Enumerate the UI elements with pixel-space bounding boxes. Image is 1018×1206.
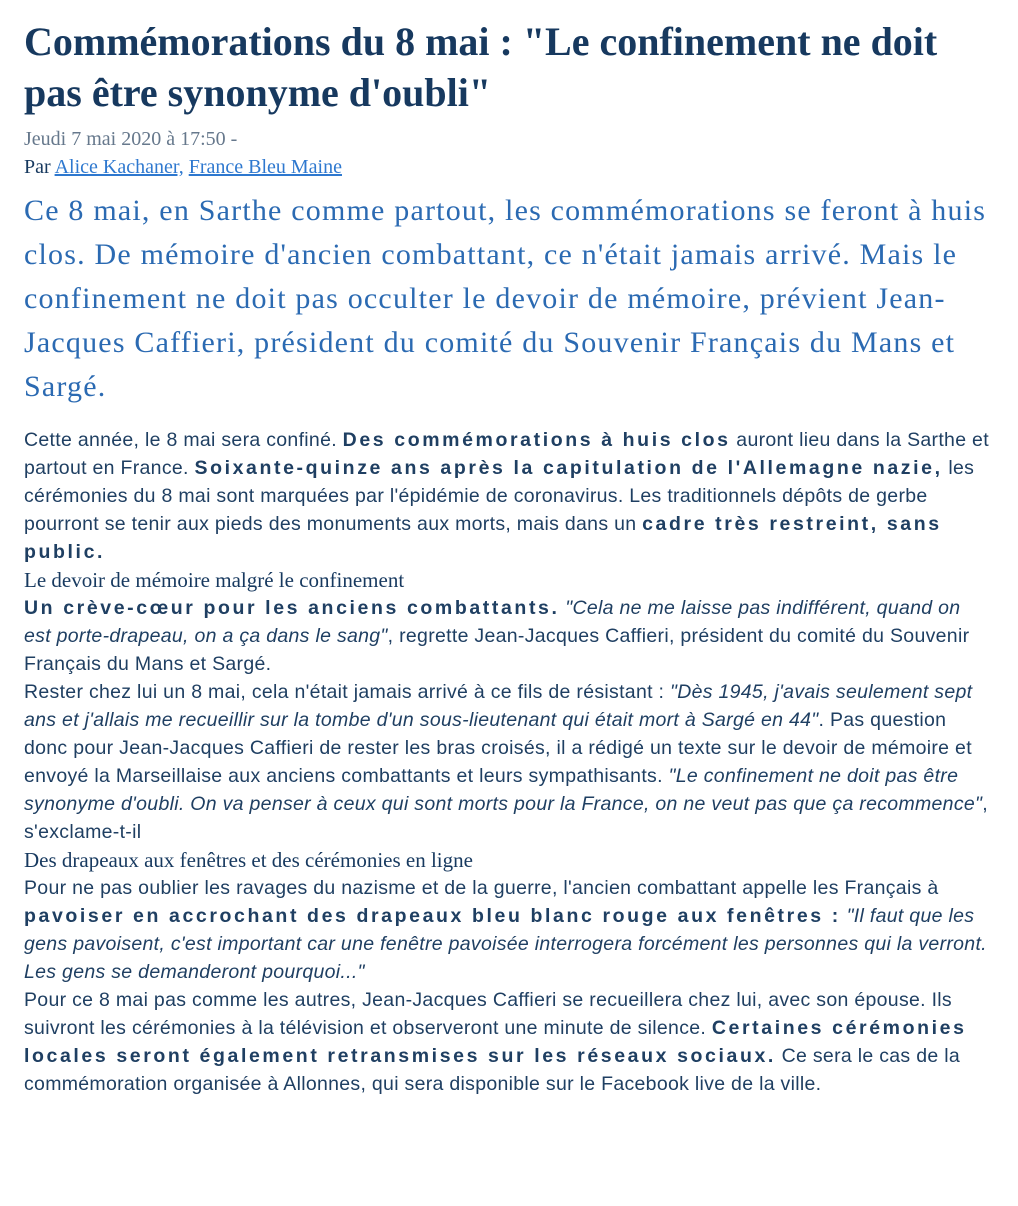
text-segment-bold: Soixante-quinze ans après la capitulation de l'Allemagne nazie, [194,457,943,479]
text-segment-normal: auront lieu dans la Sarthe et partout en France. [24,429,989,479]
text-segment-normal: Ce sera le cas de la commémoration organisée à Allonnes, qui sera disponible sur le Facebook live de la ville. [24,1045,960,1095]
paragraph [24,986,990,1098]
byline-prefix: Par [24,156,51,178]
paragraph [24,426,990,566]
byline [24,155,990,180]
article-lede: Ce 8 mai, en Sarthe comme partout, les commémorations se feront à huis clos. De mémoire d'ancien combattant, ce n'était jamais arrivé. Mais le confinement ne doit pas occulter le devoir de mémoire, prévient Jean-Jacques Caffieri, président du comité du Souvenir Français du Mans et Sargé. [24,194,987,403]
text-segment-bold: Un crève-cœur pour les anciens combattants. [24,597,560,619]
paragraph [24,678,990,846]
paragraph [24,874,990,986]
publish-date: Jeudi 7 mai 2020 à 17:50 - [24,128,238,150]
text-segment-normal: Cette année, le 8 mai sera confiné. [24,429,343,451]
text-segment-normal: , s'exclame-t-il [24,793,988,843]
text-segment-bold: Des commémorations à huis clos [342,429,731,451]
article-body [24,426,990,1098]
text-segment-italic: "Il faut que les gens pavoisent, c'est important car une fenêtre pavoisée interrogera forcément les personnes qui la verront. Les gens se demanderont pourquoi..." [24,905,987,983]
text-segment-italic: "Le confinement ne doit pas être synonyme d'oubli. On va penser à ceux qui sont morts pour la France, on ne veut pas que ça recommence" [24,765,983,815]
subheading: Des drapeaux aux fenêtres et des cérémonies en ligne [24,848,473,872]
text-segment-normal: les cérémonies du 8 mai sont marquées par l'épidémie de coronavirus. Les traditionnels dépôts de gerbe pourront se tenir aux pieds des monuments aux morts, mais dans un [24,457,975,535]
article-page [0,16,990,1118]
text-segment-normal: . Pas question donc pour Jean-Jacques Caffieri de rester les bras croisés, il a rédigé un texte sur le devoir de mémoire et envoyé la Marseillaise aux anciens combattants et leurs sympathisants. [24,709,972,787]
paragraph [24,594,990,678]
station-link[interactable]: France Bleu Maine [188,156,342,178]
text-segment-bold: cadre très restreint, sans public. [24,513,942,563]
text-segment-normal: Pour ne pas oublier les ravages du nazisme et de la guerre, l'ancien combattant appelle les Français à [24,877,939,899]
text-segment-bold: pavoiser en accrochant des drapeaux bleu blanc rouge aux fenêtres : [24,905,841,927]
text-segment-normal: , regrette Jean-Jacques Caffieri, président du comité du Souvenir Français du Mans et Sargé. [24,625,970,675]
text-segment-normal: Rester chez lui un 8 mai, cela n'était jamais arrivé à ce fils de résistant : [24,681,670,703]
text-segment-italic: "Dès 1945, j'avais seulement sept ans et j'allais me recueillir sur la tombe d'un sous-lieutenant qui était mort à Sargé en 44" [24,681,973,731]
subheading: Le devoir de mémoire malgré le confinement [24,568,405,592]
text-segment-italic: "Cela ne me laisse pas indifférent, quand on est porte-drapeau, on a ça dans le sang" [24,597,961,647]
author-link[interactable]: Alice Kachaner, [54,156,184,178]
article-title: Commémorations du 8 mai : "Le confinement ne doit pas être synonyme d'oubli" [24,19,938,115]
text-segment-bold: Certaines cérémonies locales seront également retransmises sur les réseaux sociaux. [24,1017,967,1067]
text-segment-normal: Pour ce 8 mai pas comme les autres, Jean-Jacques Caffieri se recueillera chez lui, avec son épouse. Ils suivront les cérémonies à la télévision et observeront une minute de silence. [24,989,952,1039]
